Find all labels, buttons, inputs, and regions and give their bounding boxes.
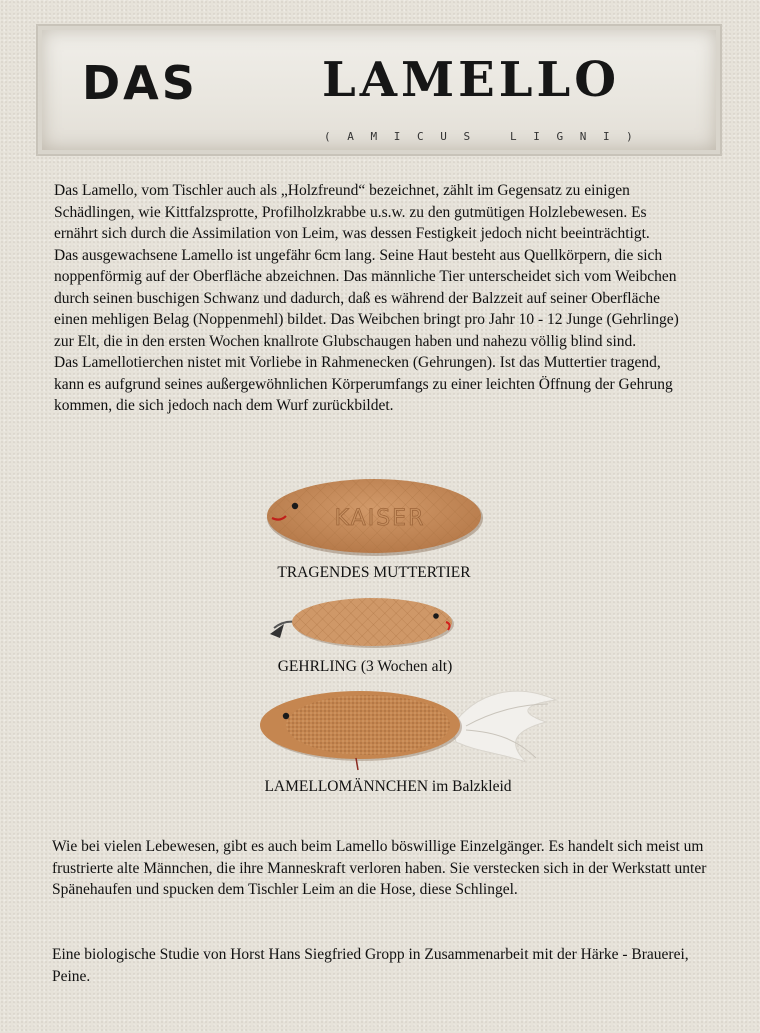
credits-text: Eine biologische Studie von Horst Hans Siegfried Gropp in Zusammenarbeit mit der Härke - Brauerei, Peine. [52, 946, 689, 985]
title-plaque [42, 30, 716, 150]
figure-caption-2: GEHRLING (3 Wochen alt) [277, 658, 453, 675]
intro-paragraph-2: Das ausgewachsene Lamello ist ungefähr 6cm lang. Seine Haut besteht aus Quellkörpern, die sich noppenförmig auf der Oberfläche abzeichnen. Das männliche Tier unterscheidet sich vom Weibchen durch seinen buschigen Schwanz und dadurch, daß es während der Balzzeit auf seiner Oberfläche einen mehligen Belag (Noppenmehl) bildet. Das Weibchen bringt pro Jahr 10 - 12 Junge (Gehrlinge) zur Elt, die in den ersten Wochen knallrote Glubschaugen haben und nahezu völlig blind sind. [54, 246, 679, 350]
title-banner [36, 24, 722, 156]
kaiser-stamp: KAISER [334, 506, 426, 531]
intro-text [54, 180, 694, 417]
outro-paragraph-2 [52, 944, 724, 987]
feather-tail-icon [452, 691, 556, 762]
eye-icon [283, 713, 289, 719]
outro-text-1: Wie bei vielen Lebewesen, gibt es auch beim Lamello böswillige Einzelgänger. Es handelt sich meist um frustrierte alte Männchen, die ihre Manneskraft verloren haben. Sie verstecken sich in der Werkstatt unter Spänehaufen und spucken dem Tischler Leim an die Hose, diese Schlingel. [52, 838, 707, 898]
outro-paragraph-1 [52, 836, 724, 901]
figure-caption-1: TRAGENDES MUTTERTIER [277, 564, 471, 581]
gehrling-image [266, 596, 456, 652]
male-lamello-image [256, 682, 560, 774]
title-word-das: DAS [82, 56, 198, 110]
figure-caption-3: LAMELLOMÄNNCHEN im Balzkleid [264, 778, 512, 795]
eye-icon [292, 503, 298, 509]
eye-icon [433, 613, 439, 619]
intro-paragraph-3: Das Lamellotierchen nistet mit Vorliebe in Rahmenecken (Gehrungen). Ist das Muttertier tragend, kann es aufgrund seines außergewöhnlichen Körperumfangs zu einer leichten Öffnung der Gehrung kommen, die sich jedoch nach dem Wurf zurückbildet. [54, 354, 673, 414]
intro-paragraph-1: Das Lamello, vom Tischler auch als „Holzfreund“ bezeichnet, zählt im Gegensatz zu einigen Schädlingen, wie Kittfalzsprotte, Profilholzkrabbe u.s.w. zu den gutmütigen Holzlebewesen. Es ernährt sich durch die Assimilation von Leim, was dessen Festigkeit jedoch nicht beeinträchtigt. [54, 182, 650, 242]
title-subtitle: ( A M I C U S L I G N I ) [324, 130, 638, 143]
pregnant-lamello-image [264, 476, 486, 560]
title-word-lamello: LAMELLO [322, 52, 621, 108]
